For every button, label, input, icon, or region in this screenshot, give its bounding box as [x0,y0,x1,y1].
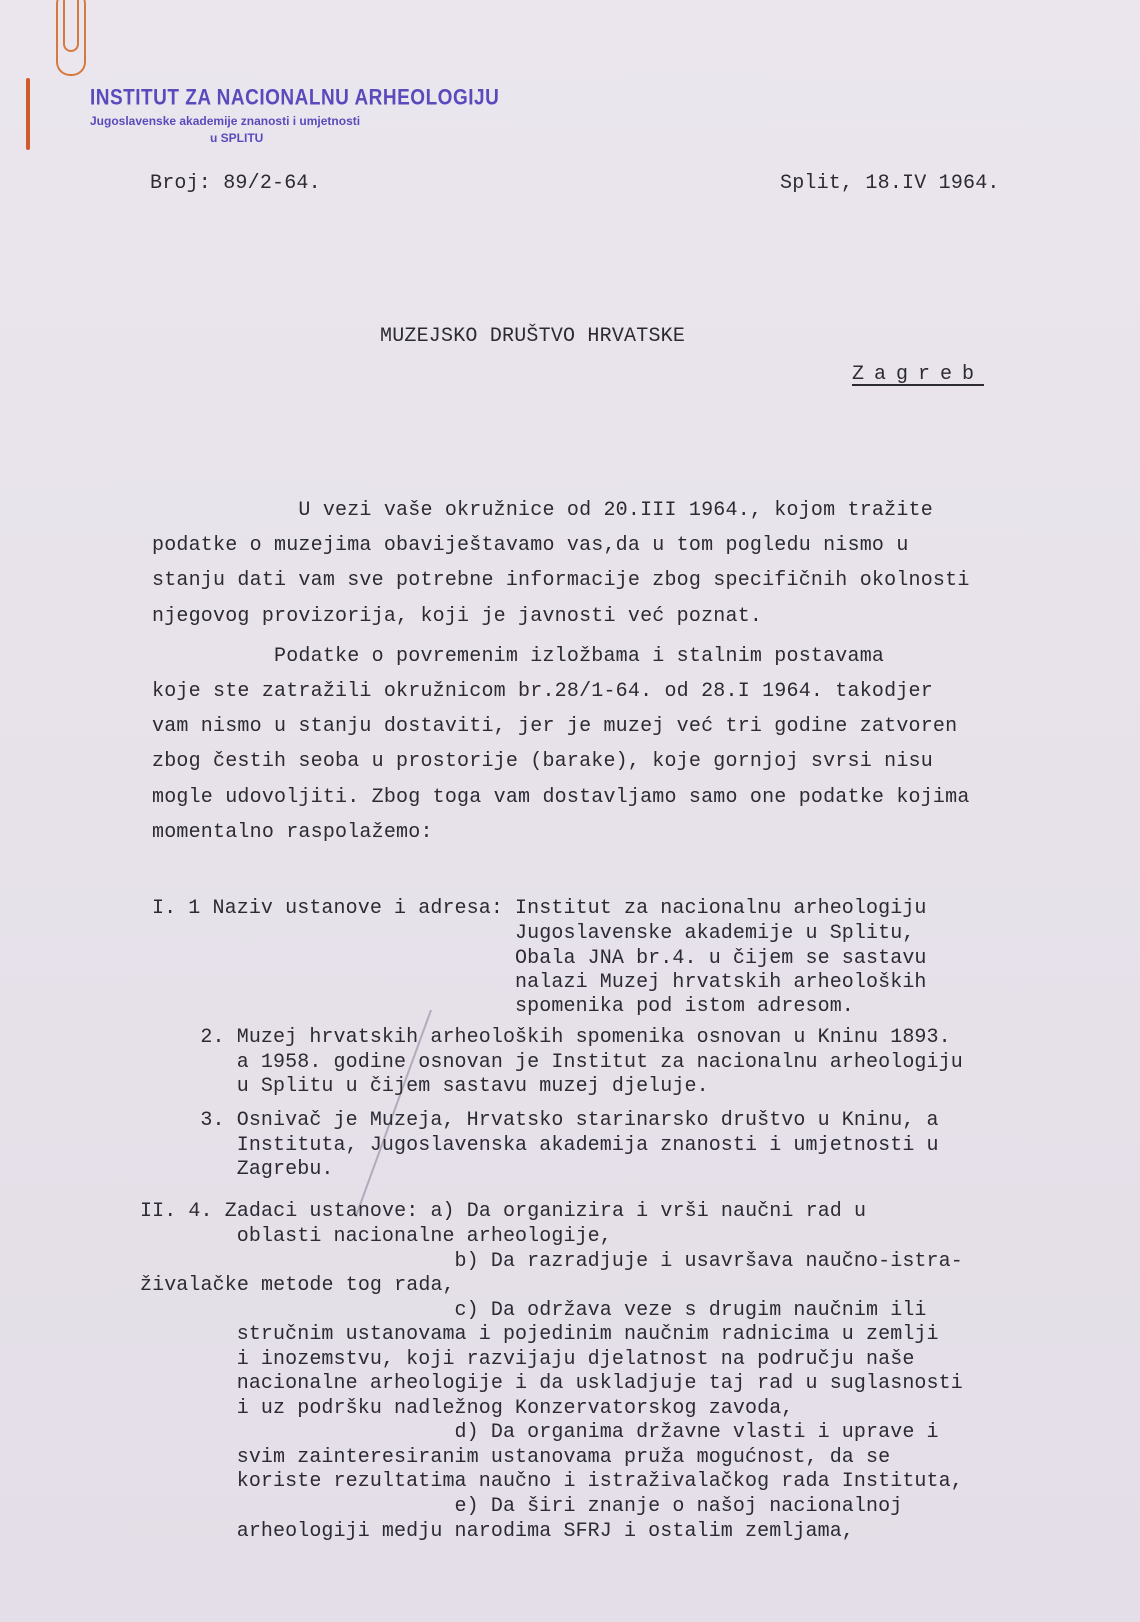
institute-stamp [90,86,499,145]
item-line: Instituta, Jugoslavenska akademija znanosti i umjetnosti u [152,1134,939,1157]
item-line: Jugoslavenske akademije u Splitu, [152,922,915,945]
item-line: nacionalne arheologije i da uskladjuje taj rad u suglasnosti [152,1372,963,1395]
item-line: arheologiji medju narodima SFRJ i ostalim zemljama, [152,1520,854,1543]
item-line: e) Da širi znanje o našoj nacionalnoj [152,1495,903,1518]
body-line: zbog čestih seoba u prostorije (barake), koje gornjoj svrsi nisu [152,750,933,773]
item-line: oblasti nacionalne arheologije, [152,1225,612,1248]
item-line: a 1958. godine osnovan je Institut za nacionalnu arheologiju [152,1051,963,1074]
item-line: II. 4. Zadaci ustanove: a) Da organizira i vrši naučni rad u [140,1200,867,1223]
body-line: podatke o muzejima obaviještavamo vas,da u tom pogledu nismo u [152,534,909,557]
body-line: Podatke o povremenim izložbama i stalnim postavama [152,645,885,668]
item-line: b) Da razradjuje i usavršava naučno-istra- [152,1250,963,1273]
item-line: svim zainteresiranim ustanovama pruža mogućnost, da se [152,1446,891,1469]
item-line: c) Da održava veze s drugim naučnim ili [152,1299,927,1322]
stamp-line-1: INSTITUT ZA NACIONALNU ARHEOLOGIJU [90,86,500,111]
item-line: Obala JNA br.4. u čijem se sastavu [152,947,927,970]
recipient-city: Zagreb [852,363,985,386]
paper-clip-inner-icon [63,0,79,52]
item-line: spomenika pod istom adresom. [152,995,854,1018]
item-line: 2. Muzej hrvatskih arheoloških spomenika osnovan u Kninu 1893. [152,1026,951,1049]
item-line: stručnim ustanovama i pojedinim naučnim radnicima u zemlji [152,1323,939,1346]
body-line: stanju dati vam sve potrebne informacije zbog specifičnih okolnosti [152,569,970,592]
item-line: i inozemstvu, koji razvijaju djelatnost na području naše [152,1348,915,1371]
item-line: živalačke metode tog rada, [140,1274,455,1297]
item-line: u Splitu u čijem sastavu muzej djeluje. [152,1075,709,1098]
body-line: momentalno raspolažemo: [152,821,433,844]
body-line: mogle udovoljiti. Zbog toga vam dostavljamo samo one podatke kojima [152,786,970,809]
recipient-name: MUZEJSKO DRUŠTVO HRVATSKE [380,325,686,348]
item-line: koriste rezultatima naučno i istraživalačkog rada Instituta, [152,1470,963,1493]
item-line: I. 1 Naziv ustanove i adresa: Institut za nacionalnu arheologiju [152,897,927,920]
body-line: njegovog provizorija, koji je javnosti već poznat. [152,605,763,628]
item-line: 3. Osnivač je Muzeja, Hrvatsko starinarsko društvo u Kninu, a [152,1109,939,1132]
body-line: U vezi vaše okružnice od 20.III 1964., kojom tražite [152,499,933,522]
body-line: koje ste zatražili okružnicom br.28/1-64. od 28.I 1964. takodjer [152,680,933,703]
body-line: vam nismo u stanju dostaviti, jer je muzej već tri godine zatvoren [152,715,958,738]
stamp-line-3: u SPLITU [210,131,264,145]
place-date: Split, 18.IV 1964. [780,172,1000,195]
item-line: d) Da organima državne vlasti i uprave i [152,1421,939,1444]
margin-mark [26,78,30,150]
item-line: Zagrebu. [152,1158,334,1181]
reference-number: Broj: 89/2-64. [150,172,321,195]
item-line: i uz podršku nadležnog Konzervatorskog zavoda, [152,1397,794,1420]
item-line: nalazi Muzej hrvatskih arheoloških [152,971,927,994]
stamp-line-2: Jugoslavenske akademije znanosti i umjetnosti [90,114,361,128]
